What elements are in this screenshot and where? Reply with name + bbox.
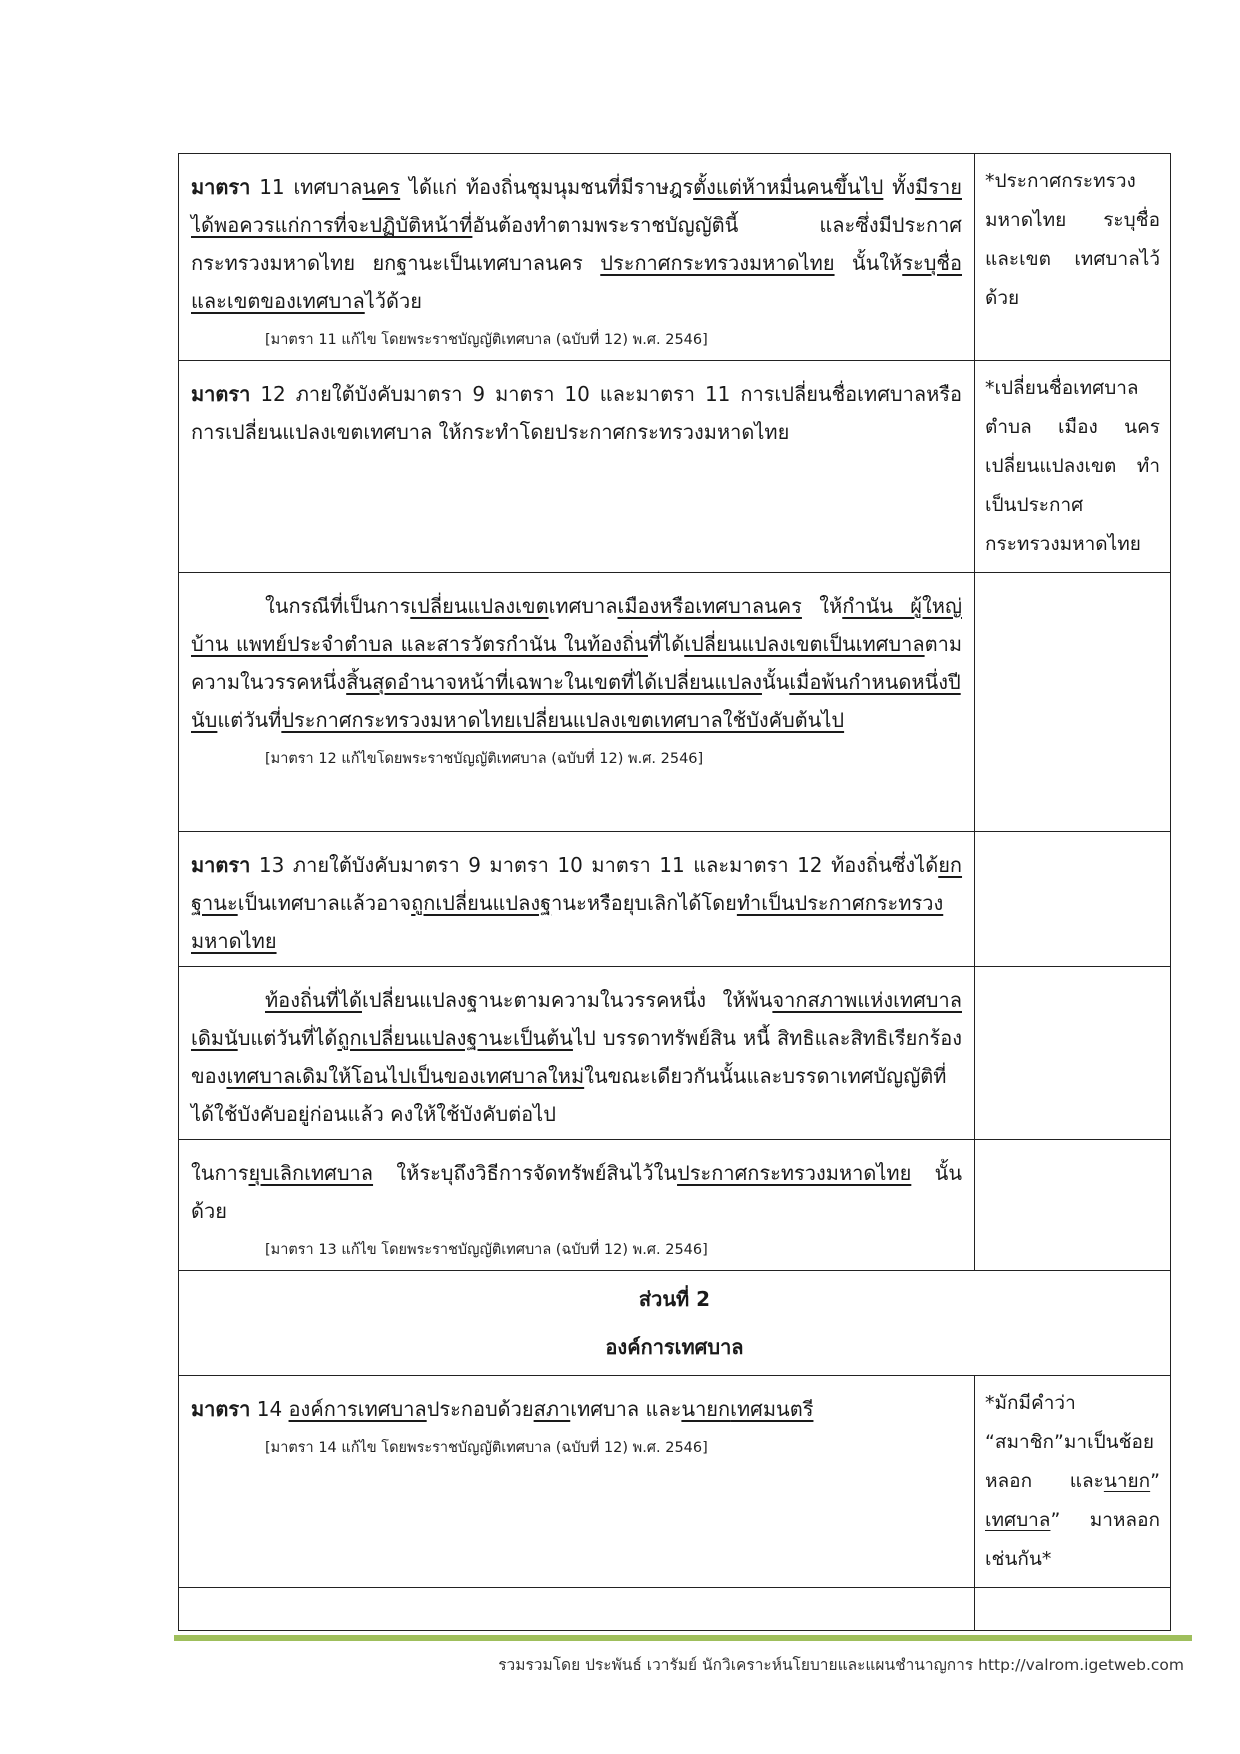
- section-12-text: [179, 361, 974, 457]
- text: อันต้องทำตามพระราชบัญญัตินี้ และซึ่งมีประกาศกระทรวงมหาดไทย ยกฐานะเป็นเทศบาลนคร: [191, 213, 962, 275]
- underlined-text: ตั้งแต่ห้าหมื่นคนขึ้นไป: [693, 175, 884, 199]
- section-label: มาตรา: [191, 175, 251, 199]
- section-12-paragraph-2-cell: [179, 573, 975, 832]
- text: ภายใต้บังคับมาตรา 9 มาตรา 10 และมาตรา 11 การเปลี่ยนชื่อเทศบาลหรือการเปลี่ยนแปลงเขตเทศบาล ให้กระทำโดยประกาศกระทรวงมหาดไทย: [191, 382, 963, 444]
- section-12-cell: [179, 361, 975, 573]
- row-section-14: [179, 1376, 1171, 1588]
- underlined-text: เทศมนตรี: [730, 1397, 814, 1421]
- row-section-13-paragraph-2: [179, 967, 1171, 1140]
- text: บแต่วันที่ได้: [237, 1026, 338, 1050]
- section-13-paragraph-2-cell: [179, 967, 975, 1140]
- text: ภายใต้บังคับมาตรา 9 มาตรา 10 มาตรา 11 และมาตรา 12 ท้องถิ่นซึ่งได้: [292, 853, 939, 877]
- paragraph: [191, 981, 962, 1133]
- note-underlined-text: นายก: [1103, 1470, 1151, 1492]
- text: แต่วันที่: [217, 708, 282, 732]
- text: ได้แก่ ท้องถิ่นชุมนุมชนที่มีราษฎร: [400, 175, 694, 199]
- underlined-text: กำนัน ผู้ใหญ่บ้าน แพทย์ประจำตำบล และสารวัตรกำนัน ในท้องถิ่น: [191, 594, 962, 656]
- section-12-paragraph-2-text: [179, 573, 974, 779]
- section-13-text: [179, 832, 974, 966]
- section-13-paragraph-3-cell: [179, 1140, 975, 1271]
- part-subtitle: องค์การเทศบาล: [605, 1335, 744, 1359]
- text: ทั้ง: [883, 175, 916, 199]
- text: ในขณะเดียวกันนั้นและบรรดาเทศบัญญัติที่ได้ใช้บังคับอยู่ก่อนแล้ว คงให้ใช้บังคับต่อไป: [191, 1064, 947, 1126]
- note-text: *มักมีคำว่า “สมาชิก”มาเป็นช้อยหลอก และ: [985, 1392, 1155, 1492]
- section-label: มาตรา: [191, 853, 251, 877]
- underlined-text: ถูกเปลี่ยนแปลงฐ: [411, 891, 552, 915]
- section-14-note: [975, 1376, 1170, 1587]
- section-number: 14: [256, 1397, 283, 1421]
- underlined-text: จากสภาพแห่งเทศบาลเดิมนั: [191, 988, 962, 1050]
- text: ในกรณีที่เป็นการ: [265, 594, 411, 618]
- underlined-text: ทำเป็นประกาศกระทรวงมหาดไทย: [191, 891, 944, 953]
- underlined-text: เทศบาลเดิมให้โอนไปเป็นของเทศบาลใหม่: [226, 1064, 585, 1088]
- text: เทศบาล: [548, 594, 618, 618]
- underlined-text: สิ้นสุดอำนาจหน้าที่เฉพาะในเขตที่ได้เปลี่ยนแปลง: [346, 670, 762, 694]
- section-11-text: [179, 154, 974, 360]
- section-12-note: *เปลี่ยนชื่อเทศบาล ตำบล เมือง นคร เปลี่ยนแปลงเขต ทำ เป็นประกาศ กระทรวงมหาดไทย: [985, 377, 1160, 555]
- note-text: ” มาหลอกเช่นกัน*: [985, 1509, 1160, 1570]
- text: ตามความในวรรคหนึ่ง: [191, 632, 962, 694]
- part-title: ส่วนที่ 2: [638, 1287, 711, 1311]
- row-section-13-paragraph-3: [179, 1140, 1171, 1271]
- note-cell-empty: [975, 832, 1171, 967]
- section-13-cell: [179, 832, 975, 967]
- note-underlined-text: เทศบาล: [985, 1509, 1051, 1531]
- underlined-text: เมืองหรือเทศบาลนคร: [617, 594, 802, 618]
- section-label: มาตรา: [191, 1397, 251, 1421]
- text: ประกอบด้วย: [426, 1397, 534, 1421]
- section-11-cell: [179, 154, 975, 361]
- note-cell-empty: [975, 967, 1171, 1140]
- text: เทศบาล และ: [570, 1397, 682, 1421]
- underlined-text: ถูกเปลี่ยนแปลงฐานะเป็นต้น: [337, 1026, 573, 1050]
- note-cell-empty: [975, 1140, 1171, 1271]
- underlined-text: นายก: [681, 1397, 731, 1421]
- note-cell: [975, 154, 1171, 361]
- section-14-text: [179, 1376, 974, 1468]
- text: นั้นให้: [834, 251, 903, 275]
- text: นั้นด้วย: [191, 1161, 962, 1223]
- text: ที่ได้: [647, 632, 685, 656]
- text: ให้ระบุถึงวิธีการจัดทรัพย์สินไว้ใน: [373, 1161, 678, 1185]
- row-part-heading: [179, 1271, 1171, 1376]
- underlined-text: มีรายได้พอควรแก่การที่จะปฏิบัติหน้าที่: [191, 175, 962, 237]
- row-section-11: [179, 154, 1171, 361]
- section-13-paragraph-2-text: [179, 967, 974, 1139]
- text: านะหรือยุบเลิกได้โดย: [551, 891, 737, 915]
- note-cell: [975, 1376, 1171, 1588]
- section-number: 12: [260, 382, 286, 406]
- row-section-13: [179, 832, 1171, 967]
- underlined-text: นคร: [362, 175, 401, 199]
- text: เปลี่ยนแปลงฐานะตามความในวรรคหนึ่ง ให้พ้น: [361, 988, 773, 1012]
- text: นั้น: [761, 670, 790, 694]
- amendment-reference: [มาตรา 12 แก้ไขโดยพระราชบัญญัติเทศบาล (ฉบับที่ 12) พ.ศ. 2546]: [265, 751, 704, 767]
- underlined-text: สภา: [533, 1397, 571, 1421]
- underlined-text: ยุบเลิกเทศบาล: [248, 1161, 374, 1185]
- underlined-text: ประกาศกระทรวงมหาดไทย: [677, 1161, 912, 1185]
- underlined-text: ยกฐานะ: [191, 853, 963, 915]
- text: เป็นเทศบาลแล้วอาจ: [237, 891, 412, 915]
- section-14-cell: [179, 1376, 975, 1588]
- part-heading: [179, 1271, 1170, 1375]
- underlined-text: เปลี่ยนแปลงเขต: [410, 594, 549, 618]
- section-11-note: *ประกาศกระทรวงมหาดไทย ระบุชื่อ และเขต เทศบาลไว้ด้วย: [985, 170, 1160, 309]
- section-number: 11: [259, 175, 285, 199]
- part-heading-cell: [179, 1271, 1171, 1376]
- footer-credit: รวมรวมโดย ประพันธ์ เวารัมย์ นักวิเคราะห์นโยบายและแผนชำนาญการ http://valrom.igetweb.com: [498, 1656, 1184, 1674]
- law-table: [178, 153, 1171, 1631]
- empty-cell: [179, 1588, 975, 1631]
- section-13-paragraph-3-text: [179, 1140, 974, 1270]
- paragraph: [191, 587, 962, 739]
- underlined-text: องค์การเทศบาล: [288, 1397, 427, 1421]
- section-number: 13: [258, 853, 285, 877]
- note-cell: [975, 361, 1171, 573]
- footer-divider: [174, 1635, 1192, 1641]
- text: ไว้ด้วย: [364, 289, 422, 313]
- row-section-12: [179, 361, 1171, 573]
- underlined-text: ระบุชื่อและเขตของเทศบาล: [191, 251, 962, 313]
- note-text: ”: [1150, 1470, 1160, 1492]
- empty-note-cell: [975, 1588, 1171, 1631]
- underlined-text: เปลี่ยนแปลงเขตเป็นเทศบาล: [684, 632, 925, 656]
- row-section-12-paragraph-2: [179, 573, 1171, 832]
- underlined-text: เมื่อพ้นกำหนดหนึ่งปีนับ: [191, 670, 961, 732]
- text: ในการ: [191, 1161, 249, 1185]
- note-cell-empty: [975, 573, 1171, 832]
- amendment-reference: [มาตรา 14 แก้ไข โดยพระราชบัญญัติเทศบาล (ฉบับที่ 12) พ.ศ. 2546]: [265, 1440, 708, 1456]
- amendment-reference: [มาตรา 13 แก้ไข โดยพระราชบัญญัติเทศบาล (ฉบับที่ 12) พ.ศ. 2546]: [265, 1242, 708, 1258]
- text: ไป บรรดาทรัพย์สิน หนี้ สิทธิและสิทธิเรียกร้องของ: [191, 1026, 962, 1088]
- text: เทศบาล: [293, 175, 363, 199]
- row-empty: [179, 1588, 1171, 1631]
- text: ให้: [801, 594, 843, 618]
- underlined-text: ประกาศกระทรวงมหาดไทยเปลี่ยนแปลงเขตเทศบาลใช้บังคับต้นไป: [281, 708, 845, 732]
- amendment-reference: [มาตรา 11 แก้ไข โดยพระราชบัญญัติเทศบาล (ฉบับที่ 12) พ.ศ. 2546]: [265, 332, 708, 348]
- underlined-text: ท้องถิ่นที่ได้: [265, 988, 362, 1012]
- section-label: มาตรา: [191, 382, 251, 406]
- underlined-text: ประกาศกระทรวงมหาดไทย: [600, 251, 835, 275]
